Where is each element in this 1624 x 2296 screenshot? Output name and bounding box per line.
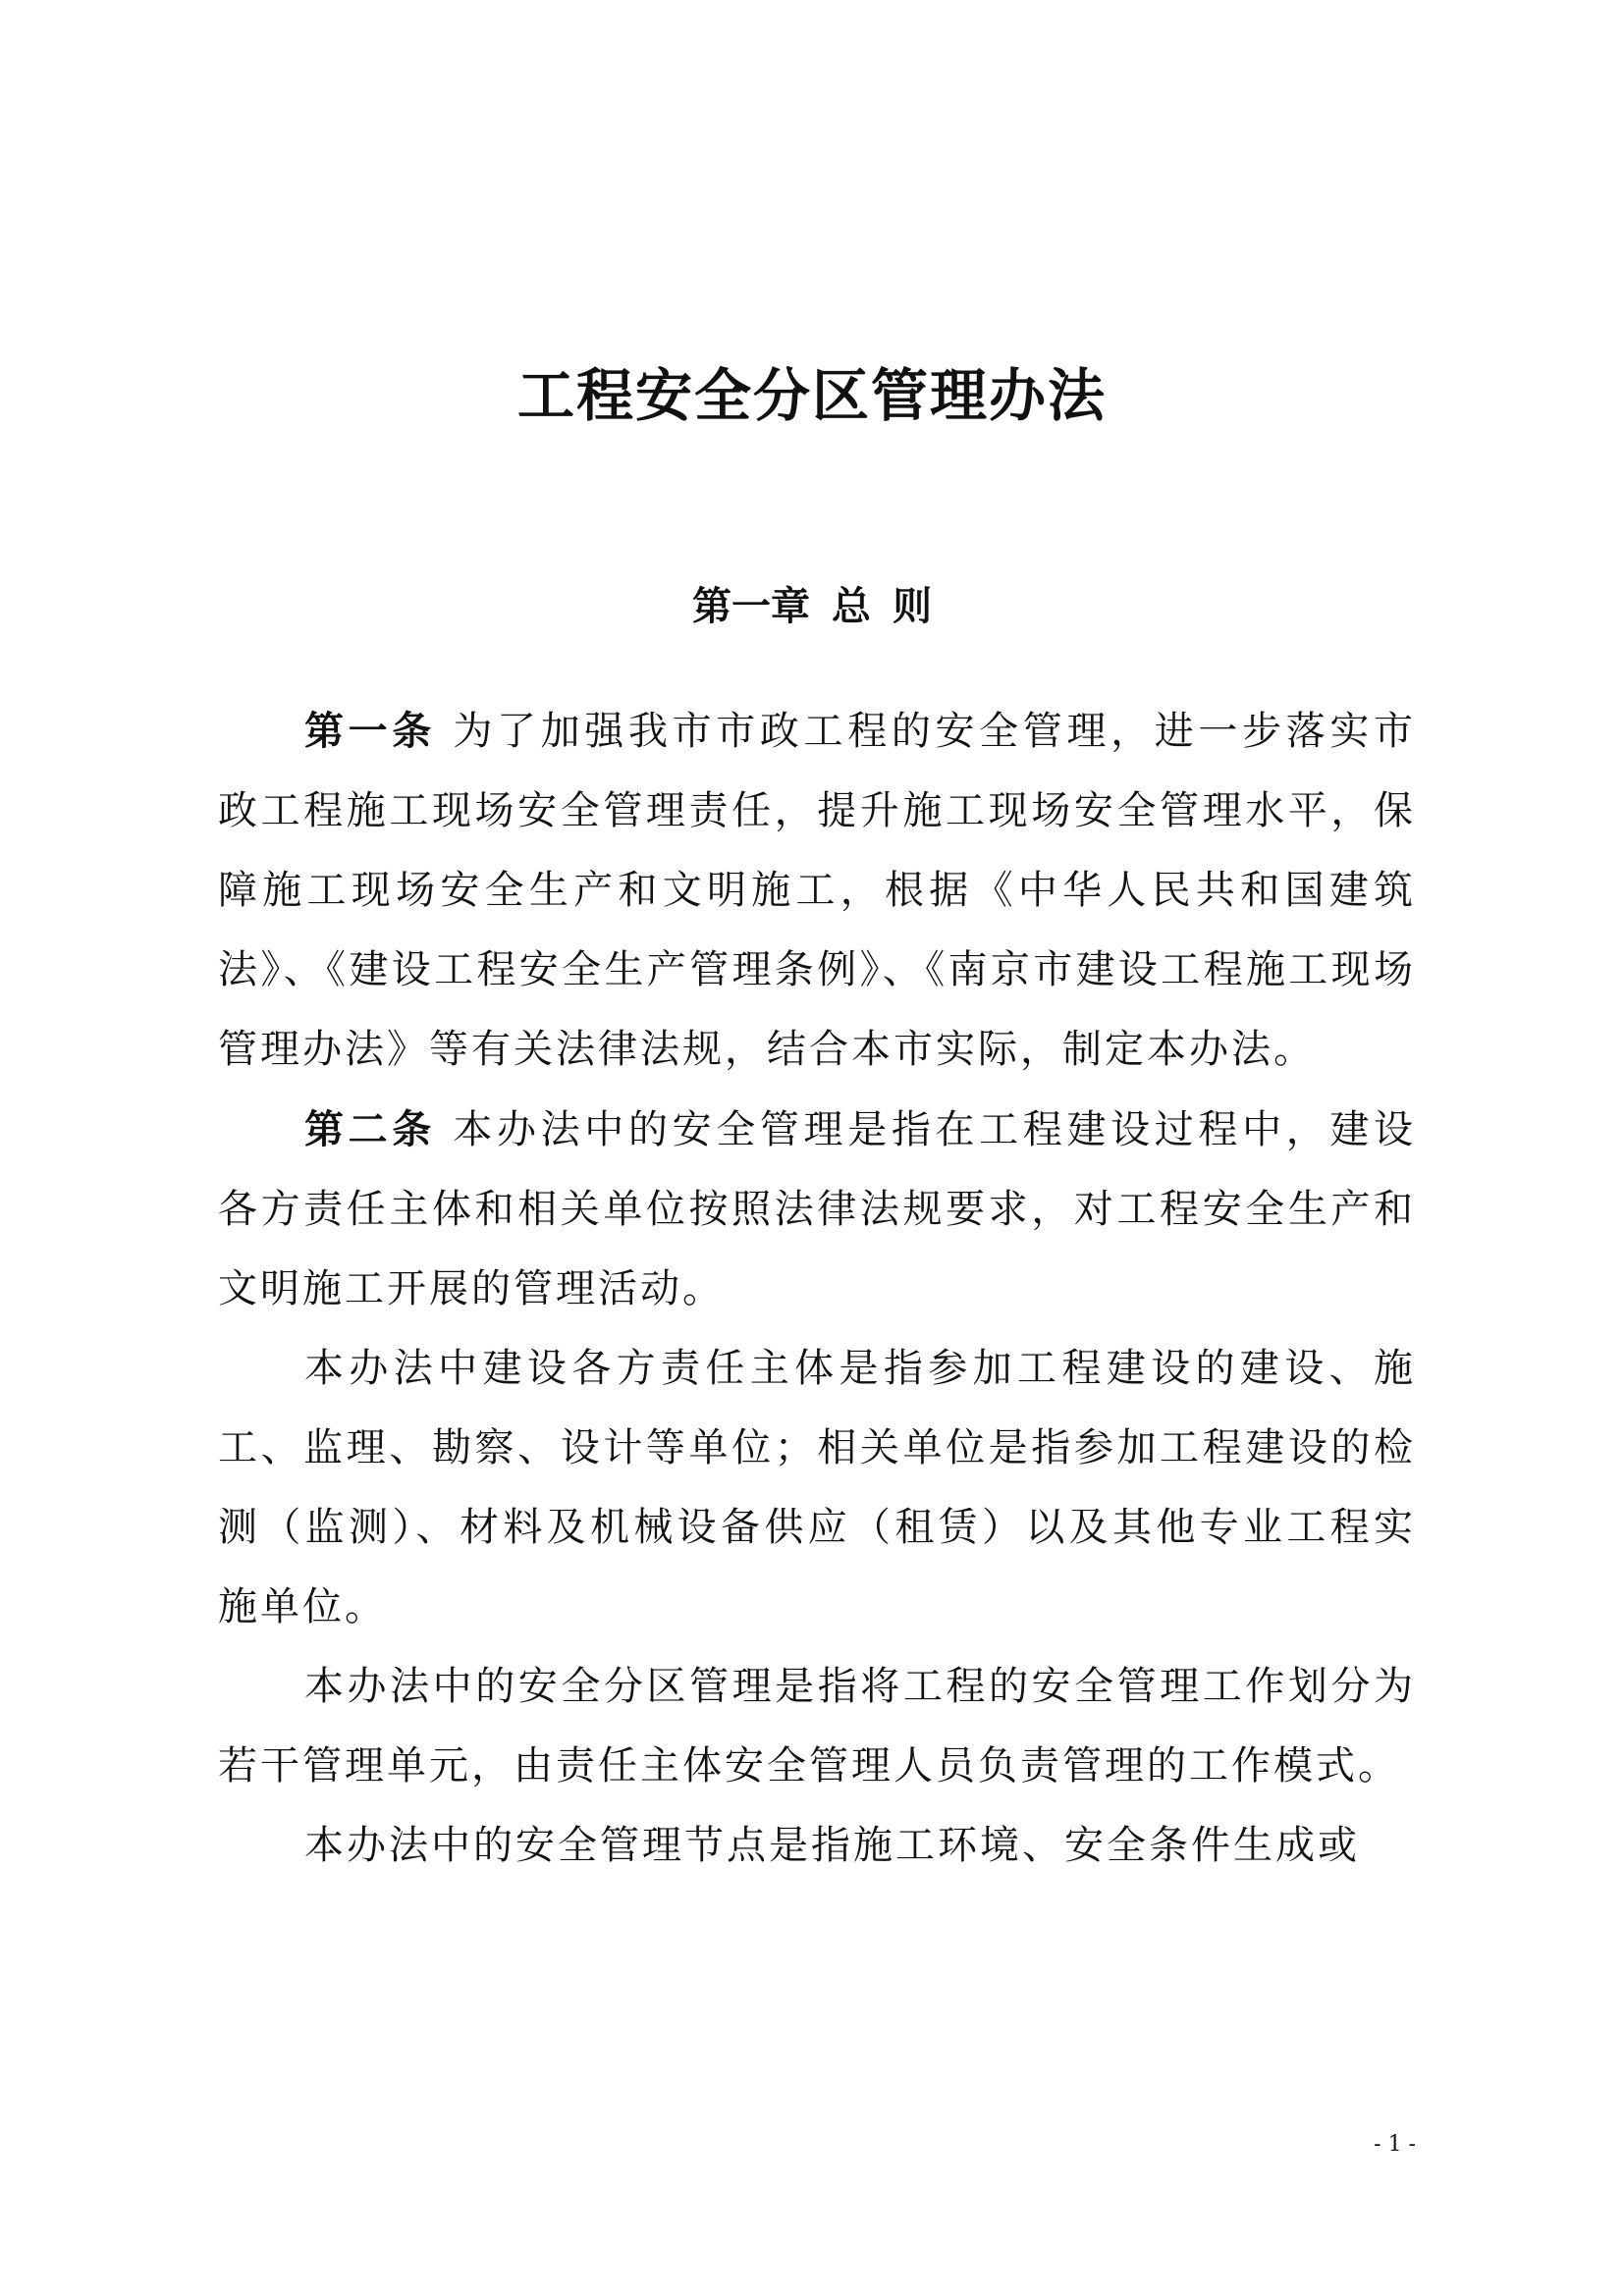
body-paragraph [218, 1329, 1416, 1647]
article-paragraph [218, 1090, 1416, 1329]
page-number: - 1 - [1374, 2132, 1416, 2157]
paragraph-text: 本办法中的安全管理是指在工程建设过程中，建设各方责任主体和相关单位按照法律法规要求，对工程安全生产和文明施工开展的管理活动。 [218, 1107, 1417, 1311]
chapter-label: 第一章 [692, 583, 810, 629]
chapter-heading [0, 581, 1624, 632]
document-title: 工程安全分区管理办法 [516, 362, 1107, 429]
body-paragraph [218, 1806, 1416, 1886]
paragraph-text: 为了加强我市市政工程的安全管理，进一步落实市政工程施工现场安全管理责任，提升施工现场安全管理水平，保障施工现场安全生产和文明施工，根据《中华人民共和国建筑法》、《建设工程安全生产管理条例》、《南京市建设工程施工现场管理办法》等有关法律法规，结合本市实际，制定本办法。 [218, 709, 1417, 1072]
paragraph-text: 本办法中的安全管理节点是指施工环境、安全条件生成或 [304, 1823, 1360, 1868]
chapter-name-first-char: 总 [832, 583, 871, 629]
paragraph-text: 本办法中建设各方责任主体是指参加工程建设的建设、施工、监理、勘察、设计等单位；相关单位是指参加工程建设的检测（监测）、材料及机械设备供应（租赁）以及其他专业工程实施单位。 [218, 1346, 1416, 1629]
document-body [218, 691, 1416, 1886]
article-number: 第一条 [304, 708, 436, 754]
paragraph-text: 本办法中的安全分区管理是指将工程的安全管理工作划分为若干管理单元，由责任主体安全管理人员负责管理的工作模式。 [218, 1664, 1416, 1789]
body-paragraph [218, 1647, 1416, 1806]
article-paragraph [218, 691, 1416, 1090]
article-number: 第二条 [304, 1106, 436, 1152]
chapter-name-second-char: 则 [893, 583, 932, 629]
